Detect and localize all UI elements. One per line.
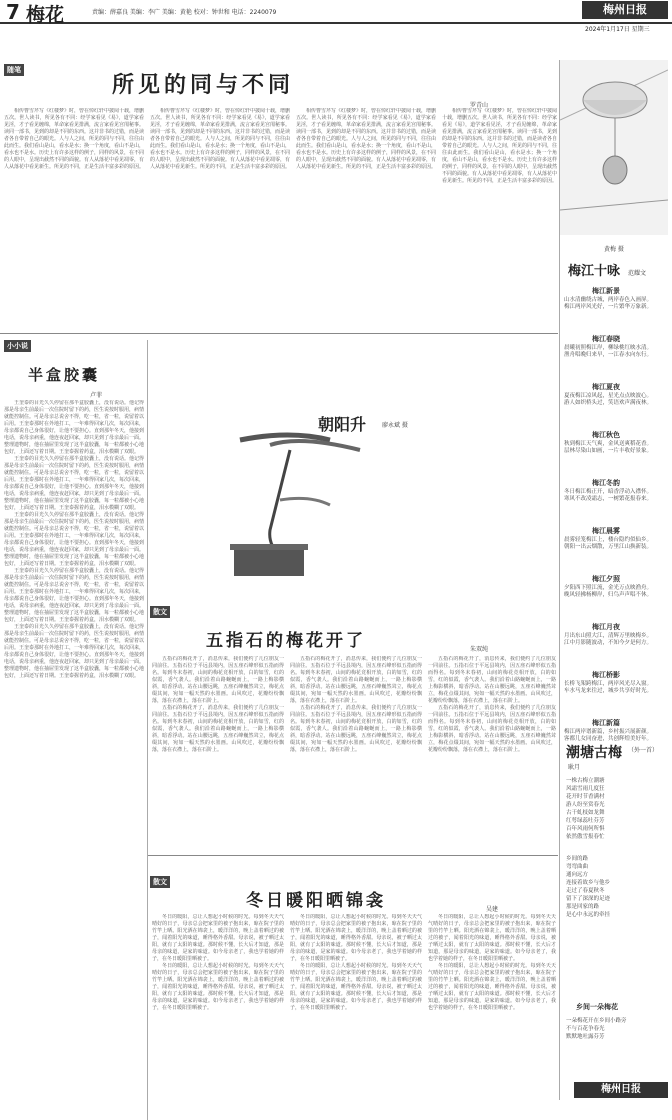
- article-tag: 随笔: [4, 64, 24, 76]
- poem-line: 朝阳一出云烟散，万里江山换新装。: [564, 544, 653, 550]
- photo-title: 朝阳升: [318, 415, 367, 434]
- article-tag: 散文: [150, 876, 170, 888]
- photo-credit: 黄梅 摄: [604, 246, 624, 253]
- poem-subtitle: （外一首）: [628, 747, 659, 754]
- article-title: 所见的同与不同: [112, 72, 295, 98]
- article-body: 相传曹雪芹写《红楼梦》时，曾在悼红轩中披阅十载，增删五次。世人读书，所见各有不同：经学家看见《易》，道学家看见淫，才子看见缠绵，革命家看见排满，流言家看见宫闱秘事。读同一部书，见到的却是不同的东西。这并非书的过错，而是读者各自带着自己的眼光。人与人之间，所见的同与不同，往往由此而生。我们看山是山，看水是水；换一个角度，看山不是山，看水也不是水。历史上有许多这样的例子，同样的风景，在不同的人眼中，呈现出截然不同的面貌。有人从落花中看见凋零，有人从落花中看见新生。所见的不同，正是生活丰富多彩的原因。: [4, 108, 144, 170]
- poem-line: 不与百花争春光: [566, 1026, 605, 1032]
- page-number: 7: [6, 0, 20, 24]
- poem-line: 夕阳西下照江流，金光万点映渔舟。: [564, 585, 653, 591]
- article-tag: 小小说: [4, 340, 31, 352]
- poem-line: 走过了春夏秋冬: [566, 888, 605, 894]
- article-body: 相传曹雪芹写《红楼梦》时，曾在悼红轩中披阅十载，增删五次。世人读书，所见各有不同：经学家看见《易》，道学家看见淫，才子看见缠绵，革命家看见排满，流言家看见宫闱秘事。读同一部书，见到的却是不同的东西。这并非书的过错，而是读者各自带着自己的眼光。人与人之间，所见的同与不同，往往由此而生。我们看山是山，看水是水；换一个角度，看山不是山，看水也不是水。历史上有许多这样的例子，同样的风景，在不同的人眼中，呈现出截然不同的面貌。有人从落花中看见凋零，有人从落花中看见新生。所见的不同，正是生活丰富多彩的原因。: [150, 108, 290, 170]
- poem-line: 夏夜梅江凉风起，星光点点映波心。: [564, 393, 653, 399]
- poem-line: 连接着故乡与他乡: [566, 880, 611, 886]
- bonsai-photo: [220, 430, 380, 590]
- article-body: 相传曹雪芹写《红楼梦》时，曾在悼红轩中披阅十载，增删五次。世人读书，所见各有不同：经学家看见《易》，道学家看见淫，才子看见缠绵，革命家看见排满，流言家看见宫闱秘事。读同一部书，见到的却是不同的东西。这并非书的过错，而是读者各自带着自己的眼光。人与人之间，所见的同与不同，往往由此而生。我们看山是山，看水是水；换一个角度，看山不是山，看水也不是水。历史上有许多这样的例子，同样的风景，在不同的人眼中，呈现出截然不同的面貌。有人从落花中看见凋零，有人从落花中看见新生。所见的不同，正是生活丰富多彩的原因。: [442, 108, 557, 184]
- poem-line: 那是回家的路: [566, 904, 600, 910]
- poem-line: 乡间的路: [566, 856, 589, 862]
- poem-author: 耿月: [568, 764, 581, 771]
- poem-line: 晚风轻拂杨柳岸，归鸟声声唱不休。: [564, 592, 653, 598]
- article-title: 冬日暖阳晒锦衾: [246, 891, 386, 911]
- poem-line: 通向远方: [566, 872, 589, 878]
- poem-line: 长桥飞架跨梅江，两岸风光尽入窗。: [564, 681, 653, 687]
- poem-heading: 梅江新景: [592, 286, 620, 295]
- poem-line: 晨曦初照梅江岸，柳绿桃红映水清。: [564, 345, 653, 351]
- poem-line: 寒风不改凌霜志，一树繁花报春来。: [564, 496, 653, 502]
- poem-line: 山水清幽绕古城，两岸春色入画屏。: [564, 297, 653, 303]
- poem-line: 层林尽染山如画，一片丰收好景象。: [564, 448, 653, 454]
- poem-title: 乡间一朵梅花: [576, 1002, 618, 1011]
- poem-line: 一株古梅立潮塘: [566, 778, 605, 784]
- poem-line: 一朵梅花开在乡间小路旁: [566, 1018, 627, 1024]
- poem-heading: 梅江月夜: [592, 622, 620, 631]
- poem-heading: 梅江秋色: [592, 430, 620, 439]
- poem-line: 花开时节香满村: [566, 794, 605, 800]
- poem-line: 冬日梅江梅正开，暗香浮动入襟怀。: [564, 489, 653, 495]
- page-header: [0, 0, 672, 24]
- article-title: 半盒胶囊: [28, 366, 101, 384]
- editor-credits: 责编：薛嘉良 美编：李广 美编：黄艳 校对：钟世和 电话：2240079: [92, 9, 277, 16]
- article-body: 五指石的梅花开了，消息传来，我们便约了几位朋友一同前往。五指石位于平远县境内，因五座石峰形似五指而得名。每到冬末春初，山间的梅花竞相开放，白的如雪，红的似霞，香气袭人。我们沿着山路蜿蜒而上，一路上梅影横斜，暗香浮动。站在山腰远眺，五座石峰巍然耸立，梅花点缀其间，宛如一幅天然的水墨画。山风吹过，花瓣纷纷飘落，落在衣襟上，落在石阶上。 五指石的梅花开了，消息传来，我们便约了几位朋友一同前往。五指石位于平远县境内，因五座石峰形似五指而得名。每到冬末春初，山间的梅花竞相开放，白的如雪，红的似霞，香气袭人。我们沿着山路蜿蜒而上，一路上梅影横斜，暗香浮动。站在山腰远眺，五座石峰巍然耸立，梅花点缀其间，宛如一幅天然的水墨画。山风吹过，花瓣纷纷飘落，落在衣襟上，落在石阶上。: [152, 656, 284, 753]
- article-body: 相传曹雪芹写《红楼梦》时，曾在悼红轩中披阅十载，增删五次。世人读书，所见各有不同：经学家看见《易》，道学家看见淫，才子看见缠绵，革命家看见排满，流言家看见宫闱秘事。读同一部书，见到的却是不同的东西。这并非书的过错，而是读者各自带着自己的眼光。人与人之间，所见的同与不同，往往由此而生。我们看山是山，看水是水；换一个角度，看山不是山，看水也不是水。历史上有许多这样的例子，同样的风景，在不同的人眼中，呈现出截然不同的面貌。有人从落花中看见凋零，有人从落花中看见新生。所见的不同，正是生活丰富多彩的原因。: [296, 108, 436, 170]
- poem-heading: 梅江新篇: [592, 718, 620, 727]
- poem-line: 车水马龙来往过，城乡共享好时光。: [564, 688, 653, 694]
- poem-line: 弯弯曲曲: [566, 864, 589, 870]
- poem-line: 默默地吐露芬芳: [566, 1034, 605, 1040]
- poem-line: 风霜雪雨几度狂: [566, 786, 605, 792]
- poem-line: 秋到梅江天气爽，金风送爽稻花香。: [564, 441, 653, 447]
- poem-heading: 梅江春晓: [592, 334, 620, 343]
- poem-line: 月出东山照大江，清辉万里映梅乡。: [564, 633, 653, 639]
- poem-title: 梅江十咏: [568, 264, 621, 279]
- article-title: 五指石的梅花开了: [206, 631, 366, 651]
- poem-line: 依然傲雪报春忙: [566, 834, 605, 840]
- poem-line: 百年风雨何所惧: [566, 826, 605, 832]
- article-author: 罗青山: [470, 102, 489, 109]
- article-body: 五指石的梅花开了，消息传来，我们便约了几位朋友一同前往。五指石位于平远县境内，因五座石峰形似五指而得名。每到冬末春初，山间的梅花竞相开放，白的如雪，红的似霞，香气袭人。我们沿着山路蜿蜒而上，一路上梅影横斜，暗香浮动。站在山腰远眺，五座石峰巍然耸立，梅花点缀其间，宛如一幅天然的水墨画。山风吹过，花瓣纷纷飘落，落在衣襟上，落在石阶上。 五指石的梅花开了，消息传来，我们便约了几位朋友一同前往。五指石位于平远县境内，因五座石峰形似五指而得名。每到冬末春初，山间的梅花竞相开放，白的如雪，红的似霞，香气袭人。我们沿着山路蜿蜒而上，一路上梅影横斜，暗香浮动。站在山腰远眺，五座石峰巍然耸立，梅花点缀其间，宛如一幅天然的水墨画。山风吹过，花瓣纷纷飘落，落在衣襟上，落在石阶上。: [290, 656, 422, 753]
- poem-heading: 梅江夏夜: [592, 382, 620, 391]
- lantern-photo: [560, 60, 668, 235]
- poem-heading: 梅江晨雾: [592, 526, 620, 535]
- poem-line: 晨雾轻笼梅江上，楼台隐约似仙乡。: [564, 537, 653, 543]
- article-author: 朱双纯: [470, 646, 489, 653]
- poem-line: 梅江两岸风光好，一片繁华万象新。: [564, 304, 653, 310]
- poem-heading: 梅江桥影: [592, 670, 620, 679]
- poem-line: 游人纷至赏春光: [566, 802, 605, 808]
- article-body: 五指石的梅花开了，消息传来，我们便约了几位朋友一同前往。五指石位于平远县境内，因五座石峰形似五指而得名。每到冬末春初，山间的梅花竞相开放，白的如雪，红的似霞，香气袭人。我们沿着山路蜿蜒而上，一路上梅影横斜，暗香浮动。站在山腰远眺，五座石峰巍然耸立，梅花点缀其间，宛如一幅天然的水墨画。山风吹过，花瓣纷纷飘落，落在衣襟上，落在石阶上。 五指石的梅花开了，消息传来，我们便约了几位朋友一同前往。五指石位于平远县境内，因五座石峰形似五指而得名。每到冬末春初，山间的梅花竞相开放，白的如雪，红的似霞，香气袭人。我们沿着山路蜿蜒而上，一路上梅影横斜，暗香浮动。站在山腰远眺，五座石峰巍然耸立，梅花点缀其间，宛如一幅天然的水墨画。山风吹过，花瓣纷纷飘落，落在衣襟上，落在石阶上。: [428, 656, 556, 753]
- poem-heading: 梅江冬韵: [592, 478, 620, 487]
- poem-line: 红萼绿蕊吐芬芳: [566, 818, 605, 824]
- article-body: 冬日的暖阳，总让人想起小时候的时光。每到冬天天气晴好的日子，母亲总会把家里的被子抱出来，晾在院子里的竹竿上晒。阳光洒在锦衾上，暖洋洋的，晚上盖着晒过的被子，闻着阳光的味道，睡得格外香甜。母亲说，被子晒过太阳，就有了太阳的味道。那时候不懂，长大后才知道，那是母亲的味道，是家的味道。如今母亲老了，我也学着她的样子，在冬日暖阳里晒被子。 冬日的暖阳，总让人想起小时候的时光。每到冬天天气晴好的日子，母亲总会把家里的被子抱出来，晾在院子里的竹竿上晒。阳光洒在锦衾上，暖洋洋的，晚上盖着晒过的被子，闻着阳光的味道，睡得格外香甜。母亲说，被子晒过太阳，就有了太阳的味道。那时候不懂，长大后才知道，那是母亲的味道，是家的味道。如今母亲老了，我也学着她的样子，在冬日暖阳里晒被子。: [290, 914, 422, 1011]
- poem-line: 江中月影随波动，不知今夕是何方。: [564, 640, 653, 646]
- poem-line: 客都儿女同奋进，共创辉煌美好年。: [564, 736, 653, 742]
- poem-line: 梅江两岸谱新篇，乡村振兴展新颜。: [564, 729, 653, 735]
- issue-date: 2024年1月17日 星期三: [585, 26, 650, 33]
- article-body: 冬日的暖阳，总让人想起小时候的时光。每到冬天天气晴好的日子，母亲总会把家里的被子抱出来，晾在院子里的竹竿上晒。阳光洒在锦衾上，暖洋洋的，晚上盖着晒过的被子，闻着阳光的味道，睡得格外香甜。母亲说，被子晒过太阳，就有了太阳的味道。那时候不懂，长大后才知道，那是母亲的味道，是家的味道。如今母亲老了，我也学着她的样子，在冬日暖阳里晒被子。 冬日的暖阳，总让人想起小时候的时光。每到冬天天气晴好的日子，母亲总会把家里的被子抱出来，晾在院子里的竹竿上晒。阳光洒在锦衾上，暖洋洋的，晚上盖着晒过的被子，闻着阳光的味道，睡得格外香甜。母亲说，被子晒过太阳，就有了太阳的味道。那时候不懂，长大后才知道，那是母亲的味道，是家的味道。如今母亲老了，我也学着她的样子，在冬日暖阳里晒被子。: [152, 914, 284, 1011]
- poem-heading: 梅江夕照: [592, 574, 620, 583]
- article-author: 吴建: [486, 906, 499, 913]
- newspaper-logo: 梅州日报: [582, 1, 668, 19]
- poem-title: 潮塘古梅: [566, 745, 622, 761]
- article-tag: 散文: [150, 606, 170, 618]
- photo-credit: 廖永斌 摄: [382, 422, 408, 429]
- poem-line: 留下了深深的足迹: [566, 896, 611, 902]
- poem-author: 范耀文: [628, 270, 647, 277]
- article-body: 冬日的暖阳，总让人想起小时候的时光。每到冬天天气晴好的日子，母亲总会把家里的被子抱出来，晾在院子里的竹竿上晒。阳光洒在锦衾上，暖洋洋的，晚上盖着晒过的被子，闻着阳光的味道，睡得格外香甜。母亲说，被子晒过太阳，就有了太阳的味道。那时候不懂，长大后才知道，那是母亲的味道，是家的味道。如今母亲老了，我也学着她的样子，在冬日暖阳里晒被子。 冬日的暖阳，总让人想起小时候的时光。每到冬天天气晴好的日子，母亲总会把家里的被子抱出来，晾在院子里的竹竿上晒。阳光洒在锦衾上，暖洋洋的，晚上盖着晒过的被子，闻着阳光的味道，睡得格外香甜。母亲说，被子晒过太阳，就有了太阳的味道。那时候不懂，长大后才知道，那是母亲的味道，是家的味道。如今母亲老了，我也学着她的样子，在冬日暖阳里晒被子。: [428, 914, 556, 1011]
- newspaper-logo-footer: 梅州日报: [574, 1082, 668, 1098]
- poem-line: 古干虬枝如龙舞: [566, 810, 605, 816]
- article-body: 王奎泰的目光久久停留在那半盒胶囊上，没有说话。他记得那是母亲生前最后一次住院时留下的药，医生说按时服用，病情就能控制住。可是母亲总说舍不得，吃一粒，省一粒，说留着以后用。王奎泰那时在外地打工，一年难得回家几次，每次回来，母亲都说自己身体很好，让他不要担心。直到那年冬天，他接到电话，说母亲病重，他连夜赶回家，却只见到了母亲最后一面。整理遗物时，他在抽屉里发现了这半盒胶囊，每一粒都被小心地包好，上面还写着日期。王奎泰握着药盒，泪水模糊了双眼。 王奎泰的目光久久停留在那半盒胶囊上，没有说话。他记得那是母亲生前最后一次住院时留下的药，医生说按时服用，病情就能控制住。可是母亲总说舍不得，吃一粒，省一粒，说留着以后用。王奎泰那时在外地打工，一年难得回家几次，每次回来，母亲都说自己身体很好，让他不要担心。直到那年冬天，他接到电话，说母亲病重，他连夜赶回家，却只见到了母亲最后一面。整理遗物时，他在抽屉里发现了这半盒胶囊，每一粒都被小心地包好，上面还写着日期。王奎泰握着药盒，泪水模糊了双眼。 王奎泰的目光久久停留在那半盒胶囊上，没有说话。他记得那是母亲生前最后一次住院时留下的药，医生说按时服用，病情就能控制住。可是母亲总说舍不得，吃一粒，省一粒，说留着以后用。王奎泰那时在外地打工，一年难得回家几次，每次回来，母亲都说自己身体很好，让他不要担心。直到那年冬天，他接到电话，说母亲病重，他连夜赶回家，却只见到了母亲最后一面。整理遗物时，他在抽屉里发现了这半盒胶囊，每一粒都被小心地包好，上面还写着日期。王奎泰握着药盒，泪水模糊了双眼。 王奎泰的目光久久停留在那半盒胶囊上，没有说话。他记得那是母亲生前最后一次住院时留下的药，医生说按时服用，病情就能控制住。可是母亲总说舍不得，吃一粒，省一粒，说留着以后用。王奎泰那时在外地打工，一年难得回家几次，每次回来，母亲都说自己身体很好，让他不要担心。直到那年冬天，他接到电话，说母亲病重，他连夜赶回家，却只见到了母亲最后一面。整理遗物时，他在抽屉里发现了这半盒胶囊，每一粒都被小心地包好，上面还写着日期。王奎泰握着药盒，泪水模糊了双眼。 王奎泰的目光久久停留在那半盒胶囊上，没有说话。他记得那是母亲生前最后一次住院时留下的药，医生说按时服用，病情就能控制住。可是母亲总说舍不得，吃一粒，省一粒，说留着以后用。王奎泰那时在外地打工，一年难得回家几次，每次回来，母亲都说自己身体很好，让他不要担心。直到那年冬天，他接到电话，说母亲病重，他连夜赶回家，却只见到了母亲最后一面。整理遗物时，他在抽屉里发现了这半盒胶囊，每一粒都被小心地包好，上面还写着日期。王奎泰握着药盒，泪水模糊了双眼。: [4, 400, 144, 679]
- article-author: 卢菲: [90, 392, 103, 399]
- poem-line: 是心中永远的牵挂: [566, 912, 611, 918]
- poem-line: 游人如织桥头过，笑语欢声满夜林。: [564, 400, 653, 406]
- page-name: 梅花: [26, 4, 65, 26]
- poem-line: 渔舟唱晚归来早，一江春水向东行。: [564, 352, 653, 358]
